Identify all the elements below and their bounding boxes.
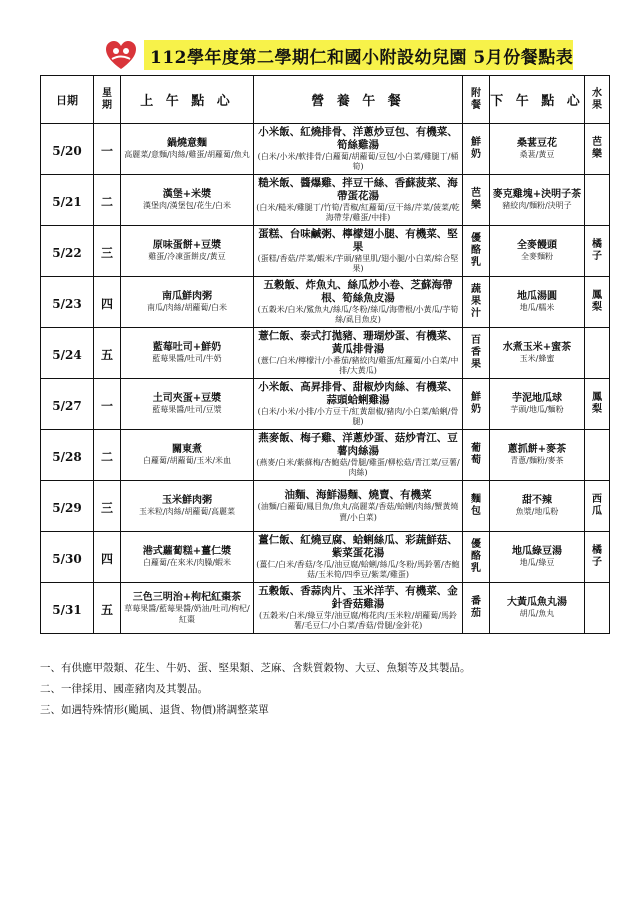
pm-snack-ingredients: 豬絞肉/麵粉/決明子 xyxy=(502,201,572,211)
header-am-snack: 上 午 點 心 xyxy=(121,76,254,124)
am-snack-ingredients: 高麗菜/意麵/肉絲/雞蛋/胡蘿蔔/魚丸 xyxy=(124,150,250,160)
am-snack-cell xyxy=(121,175,254,226)
fruit-cell xyxy=(585,328,610,379)
pm-snack-cell xyxy=(490,481,585,532)
lunch-dish: 薑仁飯、紅燒豆腐、蛤蜊絲瓜、彩蔬鮮菇、紫菜蛋花湯 xyxy=(258,533,458,559)
table-row xyxy=(41,379,610,430)
weekday-cell: 三 xyxy=(94,481,121,532)
pm-snack-dish: 水煮玉米+蜜茶 xyxy=(502,342,572,354)
fruit-cell xyxy=(585,481,610,532)
side-dish: 葡萄 xyxy=(471,443,481,466)
lunch-dish: 糙米飯、醬爆雞、拌豆干絲、香蘇菠菜、海帶蛋花湯 xyxy=(258,176,458,202)
am-snack-ingredients: 白蘿蔔/在來米/肉臊/蝦米 xyxy=(142,558,232,568)
meal-table xyxy=(40,75,610,634)
am-snack-ingredients: 藍莓果醬/吐司/豆漿 xyxy=(152,405,222,415)
side-dish: 鮮奶 xyxy=(471,392,481,415)
am-snack-cell xyxy=(121,124,254,175)
am-snack-dish: 鍋燒意麵 xyxy=(167,138,207,150)
side-cell xyxy=(463,532,490,583)
fruit-cell xyxy=(585,430,610,481)
lunch-cell xyxy=(254,175,463,226)
lunch-ingredients: (油麵/白蘿蔔/鳳目魚/魚丸/高麗菜/香菇/蛤蜊/肉絲/蟹黃燒賣/小白菜) xyxy=(257,502,459,522)
date-cell: 5/28 xyxy=(41,430,94,481)
side-cell xyxy=(463,481,490,532)
fruit: 西瓜 xyxy=(592,494,602,517)
pm-snack-dish: 全麥饅頭 xyxy=(517,240,557,252)
lunch-ingredients: (蛋糕/香菇/芹菜/蝦米/芋頭/豬里肌/翅小腿/小白菜/綜合堅果) xyxy=(257,253,459,273)
am-snack-dish: 土司夾蛋+豆漿 xyxy=(152,393,222,405)
pm-snack-ingredients: 桑葚/黃豆 xyxy=(519,150,555,160)
weekday-cell: 五 xyxy=(94,328,121,379)
table-header-row xyxy=(41,76,610,124)
lunch-dish: 油麵、海鮮湯麵、燒賣、有機菜 xyxy=(284,489,432,501)
pm-snack-dish: 地瓜湯圓 xyxy=(517,291,557,303)
header-fruit: 水果 xyxy=(585,76,610,124)
table-row xyxy=(41,532,610,583)
fruit-cell xyxy=(585,277,610,328)
am-snack-cell xyxy=(121,481,254,532)
date-cell: 5/20 xyxy=(41,124,94,175)
side-dish: 優酪乳 xyxy=(471,233,481,268)
lunch-cell xyxy=(254,583,463,634)
am-snack-dish: 藍莓吐司+鮮奶 xyxy=(152,342,222,354)
header-lunch: 營 養 午 餐 xyxy=(254,76,463,124)
side-cell xyxy=(463,124,490,175)
pm-snack-cell xyxy=(490,277,585,328)
am-snack-dish: 關東煮 xyxy=(172,444,202,456)
side-cell xyxy=(463,226,490,277)
fruit-cell xyxy=(585,226,610,277)
lunch-cell xyxy=(254,481,463,532)
am-snack-cell xyxy=(121,532,254,583)
weekday-cell: 三 xyxy=(94,226,121,277)
date-cell: 5/22 xyxy=(41,226,94,277)
lunch-dish: 五穀飯、香蒜肉片、玉米洋芋、有機菜、金針香菇雞湯 xyxy=(258,584,458,610)
lunch-ingredients: (白米/小米/小排/小方豆干/紅黃甜椒/豬肉/小白菜/蛤蜊/骨腿) xyxy=(257,406,459,426)
note-3: 三、如遇特殊情形(颱風、退貨、物價)將調整菜單 xyxy=(40,704,269,716)
am-snack-dish: 南瓜鮮肉粥 xyxy=(162,291,212,303)
pm-snack-cell xyxy=(490,328,585,379)
fruit-cell xyxy=(585,124,610,175)
lunch-dish: 小米飯、高昇排骨、甜椒炒肉絲、有機菜、蒜頭蛤蜊雞湯 xyxy=(258,380,458,406)
table-row xyxy=(41,124,610,175)
pm-snack-ingredients: 地瓜/糯米 xyxy=(519,303,555,313)
page-title: 112學年度第二學期仁和國小附設幼兒園 5月份餐點表 xyxy=(144,40,573,70)
side-cell xyxy=(463,175,490,226)
am-snack-ingredients: 南瓜/肉絲/胡蘿蔔/白米 xyxy=(146,303,228,313)
notes xyxy=(40,658,471,721)
side-cell xyxy=(463,583,490,634)
date-cell: 5/31 xyxy=(41,583,94,634)
fruit-cell xyxy=(585,583,610,634)
pm-snack-ingredients: 魚漿/地瓜粉 xyxy=(515,507,559,517)
pm-snack-cell xyxy=(490,379,585,430)
weekday-cell: 四 xyxy=(94,532,121,583)
side-cell xyxy=(463,277,490,328)
pm-snack-dish: 麥克雞塊+決明子茶 xyxy=(492,189,582,201)
weekday-cell: 四 xyxy=(94,277,121,328)
fruit-cell xyxy=(585,379,610,430)
am-snack-dish: 漢堡+米漿 xyxy=(162,189,212,201)
side-dish: 麵包 xyxy=(471,494,481,517)
pm-snack-cell xyxy=(490,532,585,583)
lunch-ingredients: (白米/小米/軟排骨/白蘿蔔/胡蘿蔔/豆包/小白菜/雞腿丁/桶筍) xyxy=(257,151,459,171)
lunch-dish: 小米飯、紅燒排骨、洋蔥炒豆包、有機菜、筍絲雞湯 xyxy=(258,125,458,151)
pm-snack-cell xyxy=(490,124,585,175)
weekday-cell: 五 xyxy=(94,583,121,634)
table-row xyxy=(41,328,610,379)
header-side: 附餐 xyxy=(463,76,490,124)
school-logo-icon xyxy=(104,38,138,72)
table-row xyxy=(41,583,610,634)
table-row xyxy=(41,481,610,532)
side-cell xyxy=(463,430,490,481)
pm-snack-dish: 芋泥地瓜球 xyxy=(512,393,562,405)
am-snack-dish: 三色三明治+枸杞紅棗茶 xyxy=(132,592,242,603)
pm-snack-dish: 甜不辣 xyxy=(522,495,552,507)
side-dish: 百香果 xyxy=(471,335,481,370)
lunch-cell xyxy=(254,226,463,277)
note-2: 二、一律採用、國產豬肉及其製品。 xyxy=(40,683,208,695)
fruit: 橘子 xyxy=(592,239,602,262)
am-snack-dish: 玉米鮮肉粥 xyxy=(162,495,212,507)
am-snack-cell xyxy=(121,379,254,430)
table-row xyxy=(41,430,610,481)
date-cell: 5/24 xyxy=(41,328,94,379)
lunch-ingredients: (白米/糙米/雞腿丁/竹筍/青椒/紅蘿蔔/豆干絲/芹菜/菠菜/乾海帶芽/雞蛋/中排) xyxy=(256,202,460,222)
pm-snack-ingredients: 青蔥/麵粉/麥茶 xyxy=(510,456,564,466)
am-snack-cell xyxy=(121,583,254,634)
table-row xyxy=(41,277,610,328)
side-cell xyxy=(463,379,490,430)
table-row xyxy=(41,175,610,226)
fruit: 芭樂 xyxy=(592,137,602,160)
date-cell: 5/27 xyxy=(41,379,94,430)
lunch-cell xyxy=(254,277,463,328)
lunch-cell xyxy=(254,379,463,430)
header xyxy=(104,38,574,72)
weekday-cell: 一 xyxy=(94,124,121,175)
am-snack-cell xyxy=(121,328,254,379)
lunch-dish: 五穀飯、炸魚丸、絲瓜炒小卷、芝蘇海帶根、筍絲魚皮湯 xyxy=(263,278,453,304)
header-date: 日期 xyxy=(41,76,94,124)
pm-snack-ingredients: 玉米/蜂蜜 xyxy=(519,354,555,364)
lunch-ingredients: (薑仁/白米/香菇/冬瓜/油豆腐/蛤蜊/絲瓜/冬粉/馬鈴薯/杏鮑菇/玉米筍/四季豆/紫菜/雞蛋) xyxy=(256,559,460,579)
weekday-cell: 二 xyxy=(94,175,121,226)
pm-snack-ingredients: 芋頭/地瓜/麵粉 xyxy=(510,405,564,415)
lunch-cell xyxy=(254,328,463,379)
am-snack-cell xyxy=(121,226,254,277)
date-cell: 5/21 xyxy=(41,175,94,226)
pm-snack-dish: 蔥抓餅+麥茶 xyxy=(507,444,567,456)
am-snack-ingredients: 白蘿蔔/胡蘿蔔/玉米/米血 xyxy=(142,456,232,466)
side-dish: 番茄 xyxy=(471,596,481,619)
side-dish: 蔬果汁 xyxy=(471,284,481,319)
am-snack-dish: 原味蛋餅+豆漿 xyxy=(152,240,222,252)
fruit: 鳳梨 xyxy=(592,392,602,415)
weekday-cell: 一 xyxy=(94,379,121,430)
lunch-dish: 蛋糕、台味鹹粥、檸檬翅小腿、有機菜、堅果 xyxy=(258,227,458,253)
fruit-cell xyxy=(585,175,610,226)
lunch-ingredients: (燕麥/白米/紫蘇梅/杏鮑菇/骨腿/雞蛋/柳松菇/青江菜/豆薯/肉絲) xyxy=(256,457,460,477)
table-row xyxy=(41,226,610,277)
pm-snack-cell xyxy=(490,226,585,277)
pm-snack-dish: 地瓜綠豆湯 xyxy=(512,546,562,558)
am-snack-ingredients: 草莓果醬/藍莓果醬/奶油/吐司/枸杞/紅棗 xyxy=(124,604,250,624)
lunch-ingredients: (薏仁/白米/檸檬汁/小番茄/豬絞肉/雞蛋/紅蘿蔔/小白菜/中排/大黃瓜) xyxy=(257,355,459,375)
am-snack-cell xyxy=(121,430,254,481)
note-1: 一、有供應甲殼類、花生、牛奶、蛋、堅果類、芝麻、含麩質穀物、大豆、魚類等及其製品。 xyxy=(40,662,471,674)
lunch-cell xyxy=(254,430,463,481)
pm-snack-cell xyxy=(490,583,585,634)
pm-snack-cell xyxy=(490,175,585,226)
side-dish: 芭樂 xyxy=(471,188,481,211)
header-pm-snack: 下 午 點 心 xyxy=(490,76,585,124)
date-cell: 5/29 xyxy=(41,481,94,532)
lunch-cell xyxy=(254,124,463,175)
am-snack-ingredients: 藍莓果醬/吐司/牛奶 xyxy=(152,354,222,364)
header-weekday: 星期 xyxy=(94,76,121,124)
lunch-dish: 薏仁飯、泰式打拋豬、珊瑚炒蛋、有機菜、黃瓜排骨湯 xyxy=(258,329,458,355)
pm-snack-ingredients: 地瓜/綠豆 xyxy=(519,558,555,568)
side-dish: 鮮奶 xyxy=(471,137,481,160)
fruit: 鳳梨 xyxy=(592,290,602,313)
am-snack-ingredients: 雞蛋/冷凍蛋餅皮/黃豆 xyxy=(148,252,226,262)
am-snack-ingredients: 玉米粒/肉絲/胡蘿蔔/高麗菜 xyxy=(138,507,236,517)
lunch-cell xyxy=(254,532,463,583)
lunch-dish: 燕麥飯、梅子雞、洋蔥炒蛋、菇炒青江、豆薯肉絲湯 xyxy=(258,431,458,457)
lunch-ingredients: (五穀米/白米/鯊魚丸/絲瓜/冬粉/絲瓜/海帶根/小黃瓜/芋筍絲/虱目魚皮) xyxy=(257,304,459,324)
weekday-cell: 二 xyxy=(94,430,121,481)
am-snack-ingredients: 漢堡肉/漢堡包/花生/白米 xyxy=(142,201,232,211)
side-dish: 優酪乳 xyxy=(471,539,481,574)
pm-snack-ingredients: 胡瓜/魚丸 xyxy=(519,609,555,619)
am-snack-dish: 港式蘿蔔糕+薑仁漿 xyxy=(142,546,232,558)
pm-snack-dish: 桑葚豆花 xyxy=(517,138,557,150)
lunch-ingredients: (五穀米/白米/綠豆芽/油豆腐/梅花肉/玉米粒/胡蘿蔔/馬鈴薯/毛豆仁/小白菜/香菇/骨腿/金針花) xyxy=(259,610,457,630)
side-cell xyxy=(463,328,490,379)
date-cell: 5/30 xyxy=(41,532,94,583)
date-cell: 5/23 xyxy=(41,277,94,328)
fruit: 橘子 xyxy=(592,545,602,568)
pm-snack-dish: 大黃瓜魚丸湯 xyxy=(507,597,567,609)
pm-snack-ingredients: 全麥麵粉 xyxy=(521,252,553,262)
fruit-cell xyxy=(585,532,610,583)
am-snack-cell xyxy=(121,277,254,328)
pm-snack-cell xyxy=(490,430,585,481)
